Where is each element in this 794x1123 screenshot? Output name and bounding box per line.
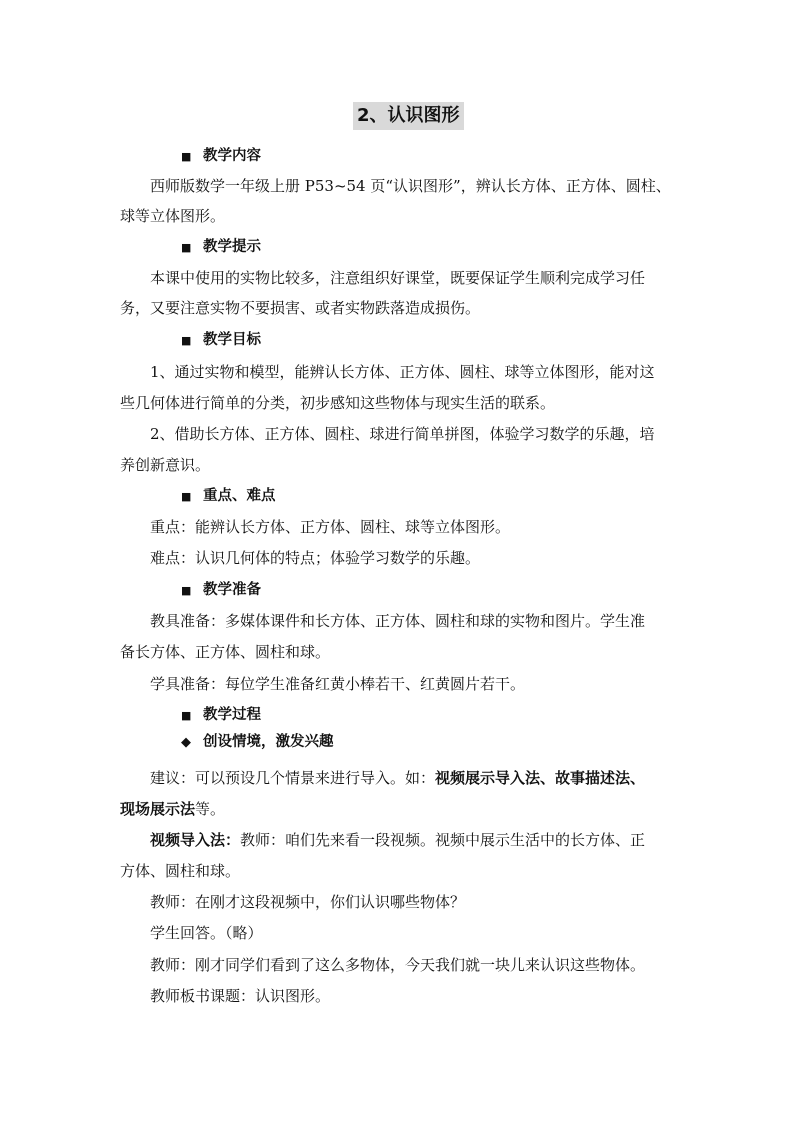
square-bullet-icon: ■ [181,584,192,597]
square-bullet-icon: ■ [181,150,192,163]
blackboard-title-line: 教师板书课题：认识图形。 [150,987,331,1005]
suggestion-line-1 [150,767,645,789]
teacher-prep-line-2: 备长方体、正方体、圆柱和球。 [120,643,331,661]
heading-content-text: 教学内容 [203,148,261,164]
student-answer-line: 学生回答。（略） [150,924,263,942]
suggestion-methods: 视频展示导入法、故事描述法、 [435,769,646,787]
content-line-1: 西师版数学一年级上册 P53~54 页“认识图形”，辨认长方体、正方体、圆柱、 [150,177,671,195]
heading-process-text: 教学过程 [203,707,261,723]
square-bullet-icon: ■ [181,490,192,503]
tips-line-2: 务，又要注意实物不要损害、或者实物跌落造成损伤。 [120,299,481,317]
key-point-line: 重点：能辨认长方体、正方体、圆柱、球等立体图形。 [150,518,511,536]
suggestion-prefix: 建议：可以预设几个情景来进行导入。如： [150,769,436,787]
teacher-prep-line-1: 教具准备：多媒体课件和长方体、正方体、圆柱和球的实物和图片。学生准 [150,612,646,630]
heading-step-1 [181,732,334,753]
goal-1-line-2: 些几何体进行简单的分类，初步感知这些物体与现实生活的联系。 [120,394,556,412]
teacher-question-line: 教师：在刚才这段视频中，你们认识哪些物体？ [150,893,466,911]
heading-prep [181,580,261,601]
goal-1-line-1: 1、通过实物和模型，能辨认长方体、正方体、圆柱、球等立体图形，能对这 [150,363,655,381]
heading-key-points [181,486,276,507]
video-intro-line-1 [150,829,645,851]
diamond-bullet-icon: ◆ [181,735,191,750]
video-intro-text: 教师：咱们先来看一段视频。视频中展示生活中的长方体、正 [240,831,646,849]
student-prep-line: 学具准备：每位学生准备红黄小棒若干、红黄圆片若干。 [150,675,526,693]
heading-step-1-text: 创设情境，激发兴趣 [203,734,334,750]
video-intro-line-2: 方体、圆柱和球。 [120,862,241,880]
difficult-point-line: 难点：认识几何体的特点；体验学习数学的乐趣。 [150,549,481,567]
square-bullet-icon: ■ [181,709,192,722]
content-line-2: 球等立体图形。 [120,207,226,225]
heading-tips-text: 教学提示 [203,239,261,255]
tips-line-1: 本课中使用的实物比较多，注意组织好课堂，既要保证学生顺利完成学习任 [150,269,646,287]
square-bullet-icon: ■ [181,334,192,347]
square-bullet-icon: ■ [181,241,192,254]
suggestion-suffix: 等。 [195,800,226,818]
heading-prep-text: 教学准备 [203,582,261,598]
heading-goals-text: 教学目标 [203,332,261,348]
goal-2-line-2: 养创新意识。 [120,456,211,474]
heading-goals [181,330,261,351]
goal-2-line-1: 2、借助长方体、正方体、圆柱、球进行简单拼图，体验学习数学的乐趣，培 [150,425,655,443]
suggestion-line-2 [120,798,225,820]
heading-tips [181,237,261,258]
lesson-title: 2、认识图形 [353,102,464,130]
teacher-statement-line: 教师：刚才同学们看到了这么多物体，今天我们就一块儿来认识这些物体。 [150,956,646,974]
video-intro-label: 视频导入法： [150,831,241,849]
heading-key-points-text: 重点、难点 [203,488,276,504]
heading-process [181,705,261,726]
suggestion-method-live: 现场展示法 [120,800,196,818]
heading-content [181,146,261,167]
